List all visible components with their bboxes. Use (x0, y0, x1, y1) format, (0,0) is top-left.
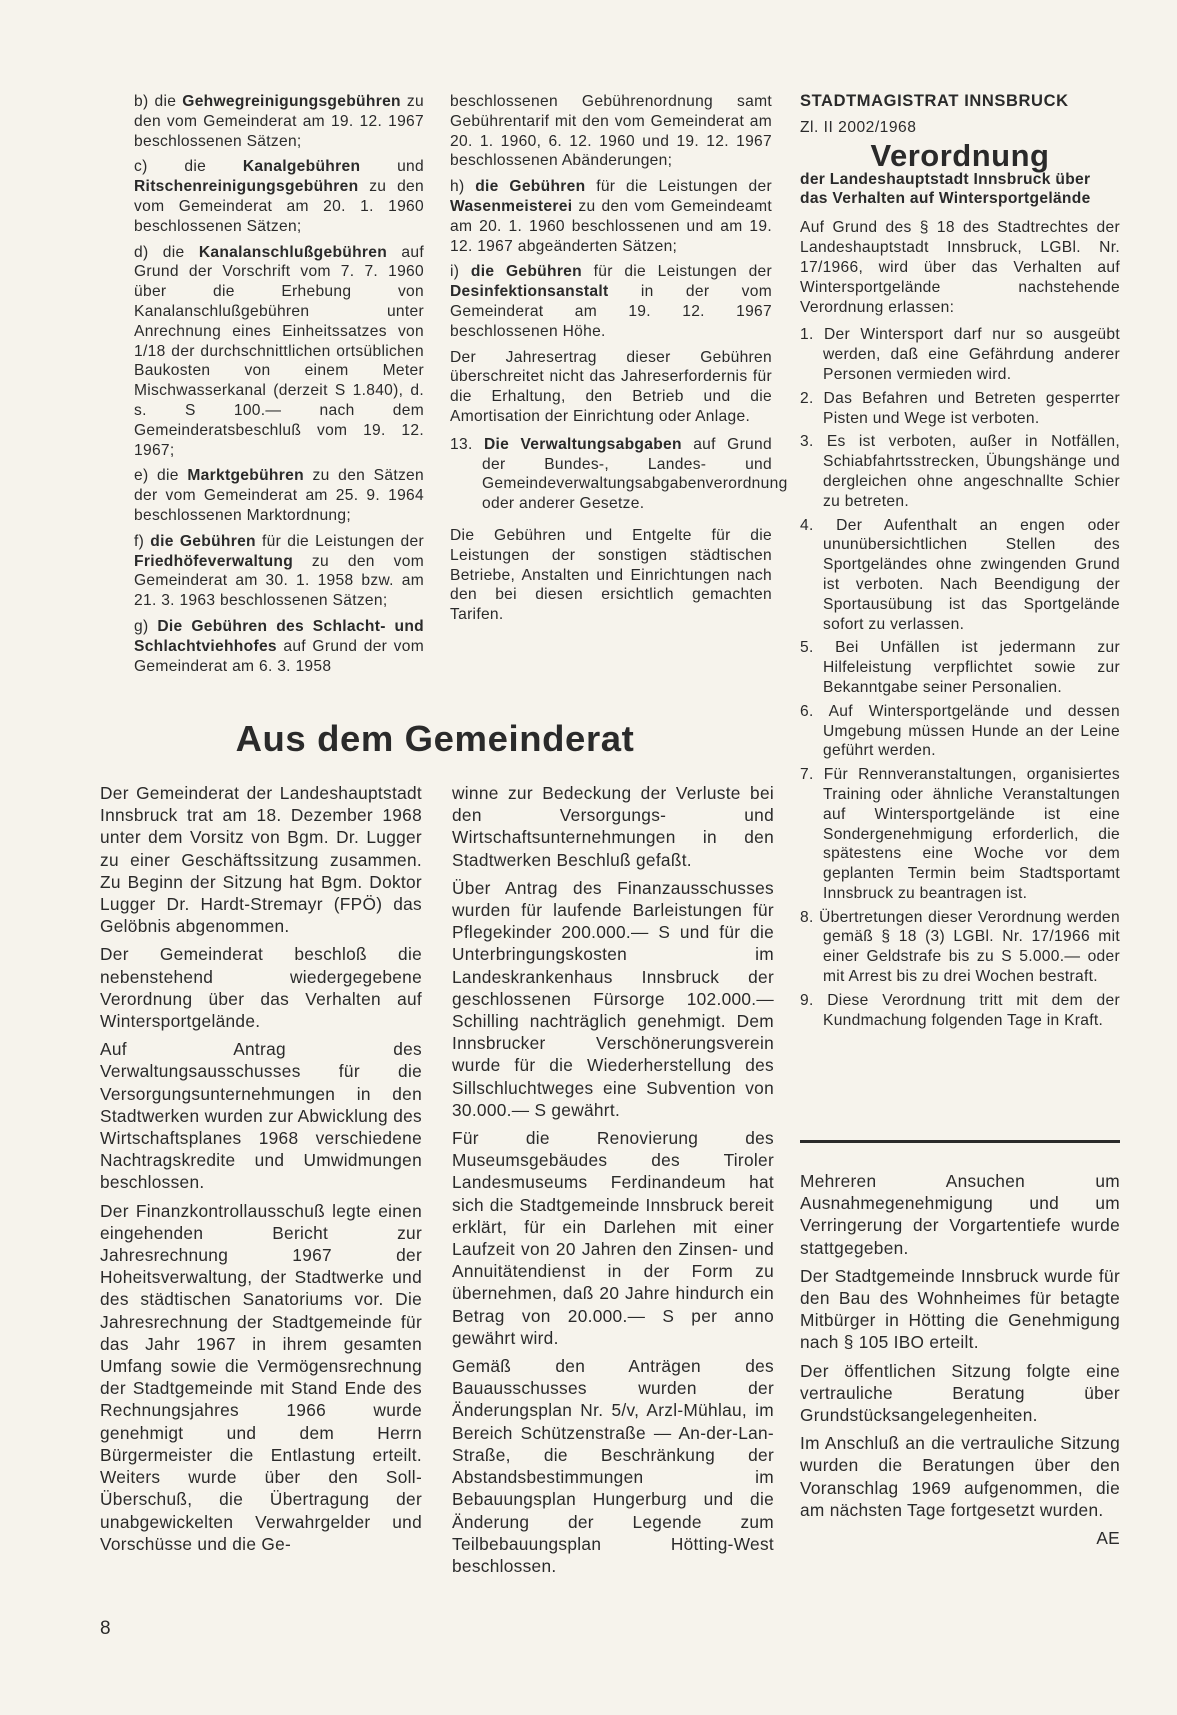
regulation-item-6: 6. Auf Wintersportgelände und dessen Umgebung müssen Hunde an der Leine geführt werden. (800, 702, 1120, 760)
article-paragraph: Über Antrag des Finanzausschusses wurden für laufende Barleistungen für Pflegekinder 200.000.— S und für die Unterbringungskosten im Landeskrankenhaus Innsbruck der geschlossenen Fürsorge 102.000.— Schilling nachträglich genehmigt. Dem Innsbrucker Verschönerungsverein wurde für die Wiederherstellung des Sillschluchtweges eine Subvention von 30.000.— S gewährt. (452, 877, 774, 1120)
author-initials: AE (1096, 1528, 1120, 1549)
verordnung-subtitle: der Landeshauptstadt Innsbruck über das Verhalten auf Wintersportgelände (800, 171, 1091, 207)
article-paragraph: Der Finanzkontrollausschuß legte einen eingehenden Bericht zur Jahresrechnung 1967 der Hoheitsverwaltung, der Stadtwerke und des städtischen Sanatoriums vor. Die Jahresrechnung der Stadtgemeinde für das Jahr 1967 in ihrem gesamten Umfang sowie die Vermögensrechnung der Stadtgemeinde mit Stand Ende des Rechnungsjahres 1966 wurde genehmigt und dem Herrn Bürgermeister die Entlastung erteilt. Weiters wurde über den Soll-Überschuß, die Übertragung der unabgewickelten Verwahrgelder und Vorschüsse und die Ge- (100, 1200, 422, 1554)
article-paragraph: Im Anschluß an die vertrauliche Sitzung wurden die Beratungen über den Voranschlag 1969 aufgenommen, die am nächsten Tage fortgesetzt wurden. (800, 1433, 1120, 1520)
column-divider (800, 1140, 1120, 1143)
article-column-2 (452, 782, 774, 1583)
reference-number: Zl. II 2002/1968 (800, 118, 917, 136)
article-paragraph: Der Gemeinderat der Landeshauptstadt Innsbruck trat am 18. Dezember 1968 unter dem Vorsitz von Bgm. Dr. Lugger zu einer Geschäftssitzung zusammen. Zu Beginn der Sitzung hat Bgm. Doktor Lugger Dr. Hardt-Stremayr (FPÖ) das Gelöbnis abgenommen. (100, 783, 422, 937)
page-number: 8 (100, 1618, 111, 1639)
fee-item-g-continued: beschlossenen Gebührenordnung samt Gebührentarif mit den vom Gemeinderat am 20. 1. 1960, 6. 12. 1960 und 19. 12. 1967 beschlossenen Abänderungen; (450, 93, 772, 170)
verordnung-intro: Auf Grund des § 18 des Stadtrechtes der Landeshauptstadt Innsbruck, LGBl. Nr. 17/1966, wird über das Verhalten auf Wintersportgelände nachstehende Verordnung erlassen: (800, 219, 1120, 316)
annual-yield-paragraph: Der Jahresertrag dieser Gebühren überschreitet nicht das Jahreserfordernis für die Erhaltung, den Betrieb und die Amortisation der Einrichtung oder Anlage. (450, 348, 772, 425)
article-paragraph: Der Stadtgemeinde Innsbruck wurde für den Bau des Wohnheimes für betagte Mitbürger in Hötting die Genehmigung nach § 105 IBO erteilt. (800, 1265, 1120, 1353)
article-paragraph: Der öffentlichen Sitzung folgte eine vertrauliche Beratung über Grundstücksangelegenheiten. (800, 1360, 1120, 1426)
article-paragraph: Auf Antrag des Verwaltungsausschusses für die Versorgungsunternehmungen in den Stadtwerken wurden zur Abwicklung des Wirtschaftsplanes 1968 verschiedene Nachtragskredite und Umwidmungen beschlossen. (100, 1039, 422, 1193)
article-headline: Aus dem Gemeinderat (235, 718, 635, 759)
fee-item-b: b) die Gehwegreinigungsgebühren zu den vom Gemeinderat am 19. 12. 1967 beschlossenen Sätzen; (134, 93, 424, 150)
article-column-3 (800, 1170, 1120, 1555)
regulation-item-4: 4. Der Aufenthalt an engen oder ununübersichtlichen Stellen des Sportgeländes ohne zwingenden Grund ist verboten. Nach Beendigung der Sportausübung ist das Sportgelände sofort zu verlassen. (800, 516, 1120, 633)
article-paragraph: Für die Renovierung des Museumsgebäudes des Tiroler Landesmuseums Ferdinandeum hat sich die Stadtgemeinde Innsbruck bereit erklärt, für ein Darlehen mit einer Laufzeit von 20 Jahren den Zinsen- und Annuitätendienst in der Form zu übernehmen, daß 20 Jahre hindurch ein Betrag von 20.000.— S per anno gewährt wird. (452, 1128, 774, 1348)
regulation-item-9: 9. Diese Verordnung tritt mit dem der Kundmachung folgenden Tage in Kraft. (800, 991, 1120, 1029)
fee-item-c: c) die Kanalgebühren und Ritschenreinigungsgebühren zu den vom Gemeinderat am 20. 1. 1960 beschlossenen Sätzen; (134, 158, 424, 235)
article-paragraph: Der Gemeinderat beschloß die nebenstehend wiedergegebene Verordnung über das Verhalten auf Wintersportgelände. (100, 944, 422, 1032)
fee-item-13: 13. Die Verwaltungsabgaben auf Grund der Bundes-, Landes- und Gemeindeverwaltungsabgabenverordnung oder anderer Gesetze. (450, 435, 788, 513)
verordnung-column (800, 92, 1120, 1034)
article-paragraph: Mehreren Ansuchen um Ausnahmegenehmigung und um Verringerung der Vorgartentiefe wurde stattgegeben. (800, 1171, 1120, 1258)
fee-item-h: h) die Gebühren für die Leistungen der Wasenmeisterei zu den vom Gemeindeamt am 20. 1. 1960 beschlossenen und am 19. 12. 1967 abgeänderten Sätzen; (450, 178, 772, 255)
fee-item-g: g) Die Gebühren des Schlacht- und Schlachtviehhofes auf Grund der vom Gemeinderat am 6. 3. 1958 (134, 617, 424, 675)
fee-item-i: i) die Gebühren für die Leistungen der Desinfektionsanstalt in der vom Gemeinderat am 19. 12. 1967 beschlossenen Höhe. (450, 263, 773, 340)
fee-list-column-2 (450, 92, 788, 631)
issuer-header: STADTMAGISTRAT INNSBRUCK (800, 92, 1069, 110)
article-paragraph: Gemäß den Anträgen des Bauausschusses wurden der Änderungsplan Nr. 5/v, Arzl-Mühlau, im Bereich Schützenstraße — An-der-Lan-Straße, die Beschränkung der Abstandsbestimmungen im Bebauungsplan Hungerburg und die Änderung der Legende zum Teilbebauungsplan Hötting-West beschlossen. (452, 1356, 774, 1576)
regulation-item-3: 3. Es ist verboten, außer in Notfällen, Schiabfahrtsstrecken, Übungshänge und dergleichen ohne angeschnallte Schier zu betreten. (800, 433, 1120, 510)
article-column-1 (100, 782, 422, 1561)
regulation-item-5: 5. Bei Unfällen ist jedermann zur Hilfeleistung verpflichtet sowie zur Bekanntgabe seiner Personalien. (800, 639, 1120, 696)
regulation-item-8: 8. Übertretungen dieser Verordnung werden gemäß § 18 (3) LGBl. Nr. 17/1966 mit einer Geldstrafe bis zu S 5.000.— oder mit Arrest bis zu drei Wochen bestraft. (800, 908, 1120, 986)
fee-list-column-1 (134, 92, 424, 682)
fee-item-e: e) die Marktgebühren zu den Sätzen der vom Gemeinderat am 25. 9. 1964 beschlossenen Marktordnung; (134, 467, 424, 524)
fee-item-f: f) die Gebühren für die Leistungen der Friedhöfeverwaltung zu den vom Gemeinderat am 30. 1. 1958 bzw. am 21. 3. 1963 beschlossenen Sätzen; (134, 532, 424, 610)
article-paragraph: winne zur Bedeckung der Verluste bei den Versorgungs- und Wirtschaftsunternehmungen in den Stadtwerken Beschluß gefaßt. (452, 783, 774, 870)
fee-item-d: d) die Kanalanschlußgebühren auf Grund der Vorschrift vom 7. 7. 1960 über die Erhebung von Kanalanschlußgebühren unter Anrechnung eines Einheitssatzes von 1/18 der durchschnittlichen ortsüblichen Baukosten von einem Meter Mischwasserkanal (derzeit S 1.840), d. s. S 100.— nach dem Gemeinderatsbeschluß vom 19. 12. 1967; (134, 243, 424, 459)
regulation-item-1: 1. Der Wintersport darf nur so ausgeübt werden, daß eine Gefährdung anderer Personen vermieden wird. (800, 326, 1120, 383)
fees-and-charges-paragraph: Die Gebühren und Entgelte für die Leistungen der sonstigen städtischen Betriebe, Anstalten und Einrichtungen nach den bei diesen ersichtlich gemachten Tarifen. (450, 526, 772, 624)
regulation-item-7: 7. Für Rennveranstaltungen, organisiertes Training oder ähnliche Veranstaltungen auf Wintersportgelände ist eine Sondergenehmigung erforderlich, die spätestens eine Woche vor dem geplanten Termin beim Stadtsportamt Innsbruck zu beantragen ist. (800, 766, 1120, 902)
verordnung-title: Verordnung (870, 137, 1050, 173)
regulation-item-2: 2. Das Befahren und Betreten gesperrter Pisten und Wege ist verboten. (800, 389, 1120, 427)
